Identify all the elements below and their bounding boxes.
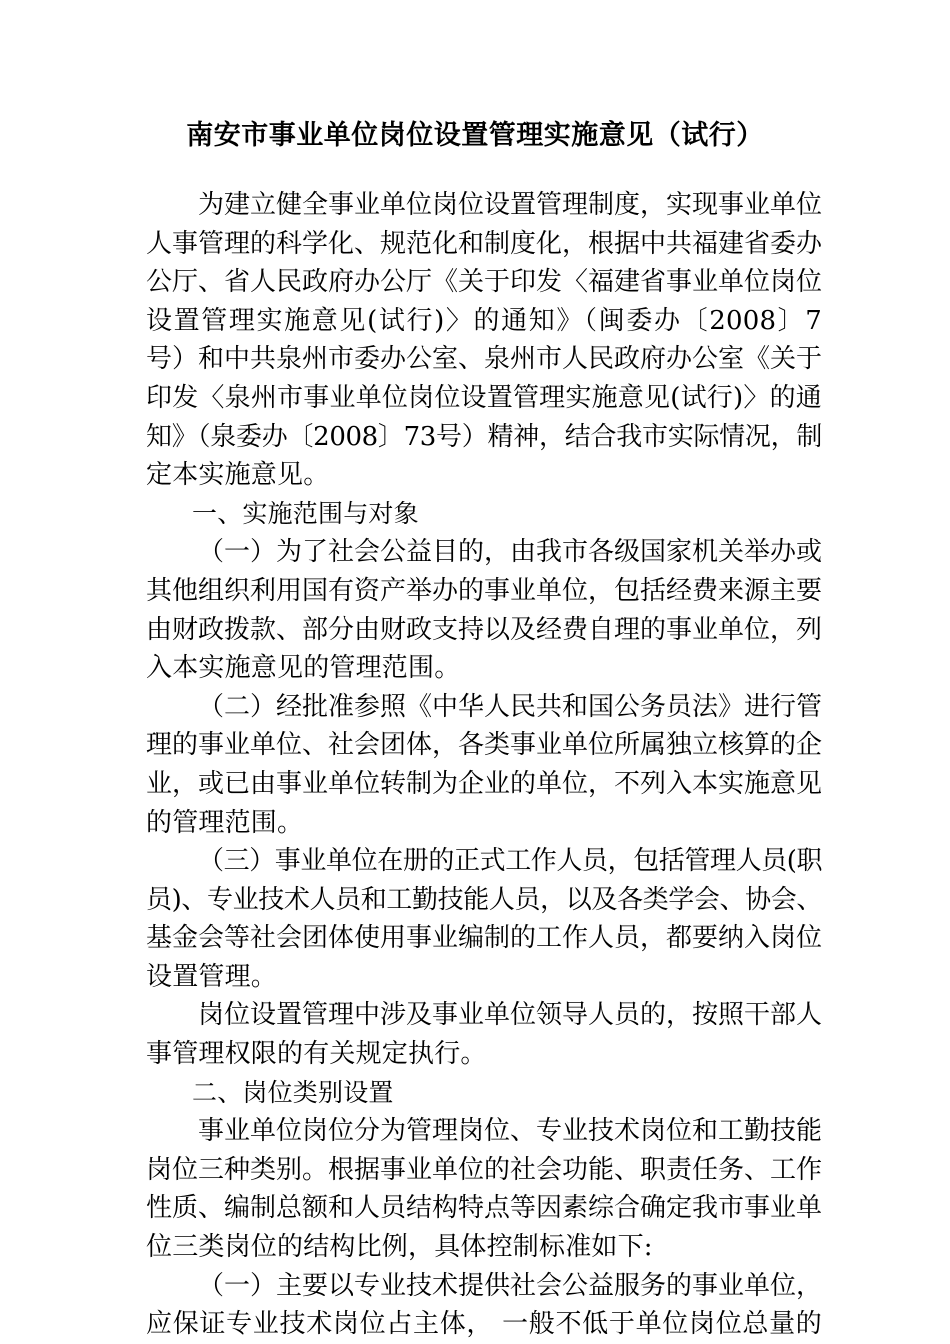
paragraph-line: 事管理权限的有关规定执行。	[146, 1039, 487, 1070]
paragraph-line: 性质、编制总额和人员结构特点等因素综合确定我市事业单	[146, 1193, 823, 1224]
document-body	[146, 186, 822, 1344]
paragraph-line: 人事管理的科学化、规范化和制度化，根据中共福建省委办	[146, 228, 823, 259]
paragraph-line: 业，或已由事业单位转制为企业的单位，不列入本实施意见	[146, 768, 823, 799]
paragraph-line: 事业单位岗位分为管理岗位、专业技术岗位和工勤技能	[198, 1116, 823, 1147]
paragraph-line: 印发〈泉州市事业单位岗位设置管理实施意见(试行)〉的通	[146, 382, 822, 413]
paragraph-line: （一）为了社会公益目的，由我市各级国家机关举办或	[198, 537, 823, 568]
paragraph-line: 基金会等社会团体使用事业编制的工作人员，都要纳入岗位	[146, 923, 823, 954]
paragraph-line: （二）经批准参照《中华人民共和国公务员法》进行管	[198, 691, 823, 722]
paragraph-line: 号）和中共泉州市委办公室、泉州市人民政府办公室《关于	[146, 344, 823, 375]
paragraph-line: 设置管理。	[146, 961, 278, 992]
paragraph-line: 的管理范围。	[146, 807, 304, 838]
section-heading: 二、岗位类别设置	[192, 1077, 394, 1107]
paragraph-line: （一）主要以专业技术提供社会公益服务的事业单位，	[198, 1270, 823, 1301]
paragraph-line: 位三类岗位的结构比例，具体控制标准如下:	[146, 1232, 653, 1263]
paragraph-line: 员)、专业技术人员和工勤技能人员，以及各类学会、协会、	[146, 884, 822, 915]
paragraph-line: 为建立健全事业单位岗位设置管理制度，实现事业单位	[198, 190, 823, 220]
paragraph-line: 岗位设置管理中涉及事业单位领导人员的，按照干部人	[198, 1000, 823, 1031]
paragraph-line: 理的事业单位、社会团体，各类事业单位所属独立核算的企	[146, 730, 823, 761]
paragraph-line: 其他组织利用国有资产举办的事业单位，包括经费来源主要	[146, 575, 823, 606]
paragraph-line: 岗位三种类别。根据事业单位的社会功能、职责任务、工作	[146, 1154, 823, 1185]
paragraph-line: 由财政拨款、部分由财政支持以及经费自理的事业单位，列	[146, 614, 823, 645]
paragraph-line: 入本实施意见的管理范围。	[146, 653, 461, 684]
paragraph-line: 应保证专业技术岗位占主体， 一般不低于单位岗位总量的	[146, 1309, 822, 1340]
paragraph-line: 知》（泉委办〔2008〕73号）精神，结合我市实际情况，制	[146, 421, 822, 452]
document-title: 南安市事业单位岗位设置管理实施意见（试行）	[186, 120, 764, 151]
paragraph-line: 定本实施意见。	[146, 460, 330, 491]
section-heading: 一、实施范围与对象	[192, 498, 419, 528]
paragraph-line: 公厅、省人民政府办公厅《关于印发〈福建省事业单位岗位	[146, 267, 823, 298]
paragraph-line: （三）事业单位在册的正式工作人员，包括管理人员(职	[198, 846, 823, 877]
paragraph-line: 设置管理实施意见(试行)〉的通知》（闽委办〔2008〕7	[146, 305, 822, 336]
